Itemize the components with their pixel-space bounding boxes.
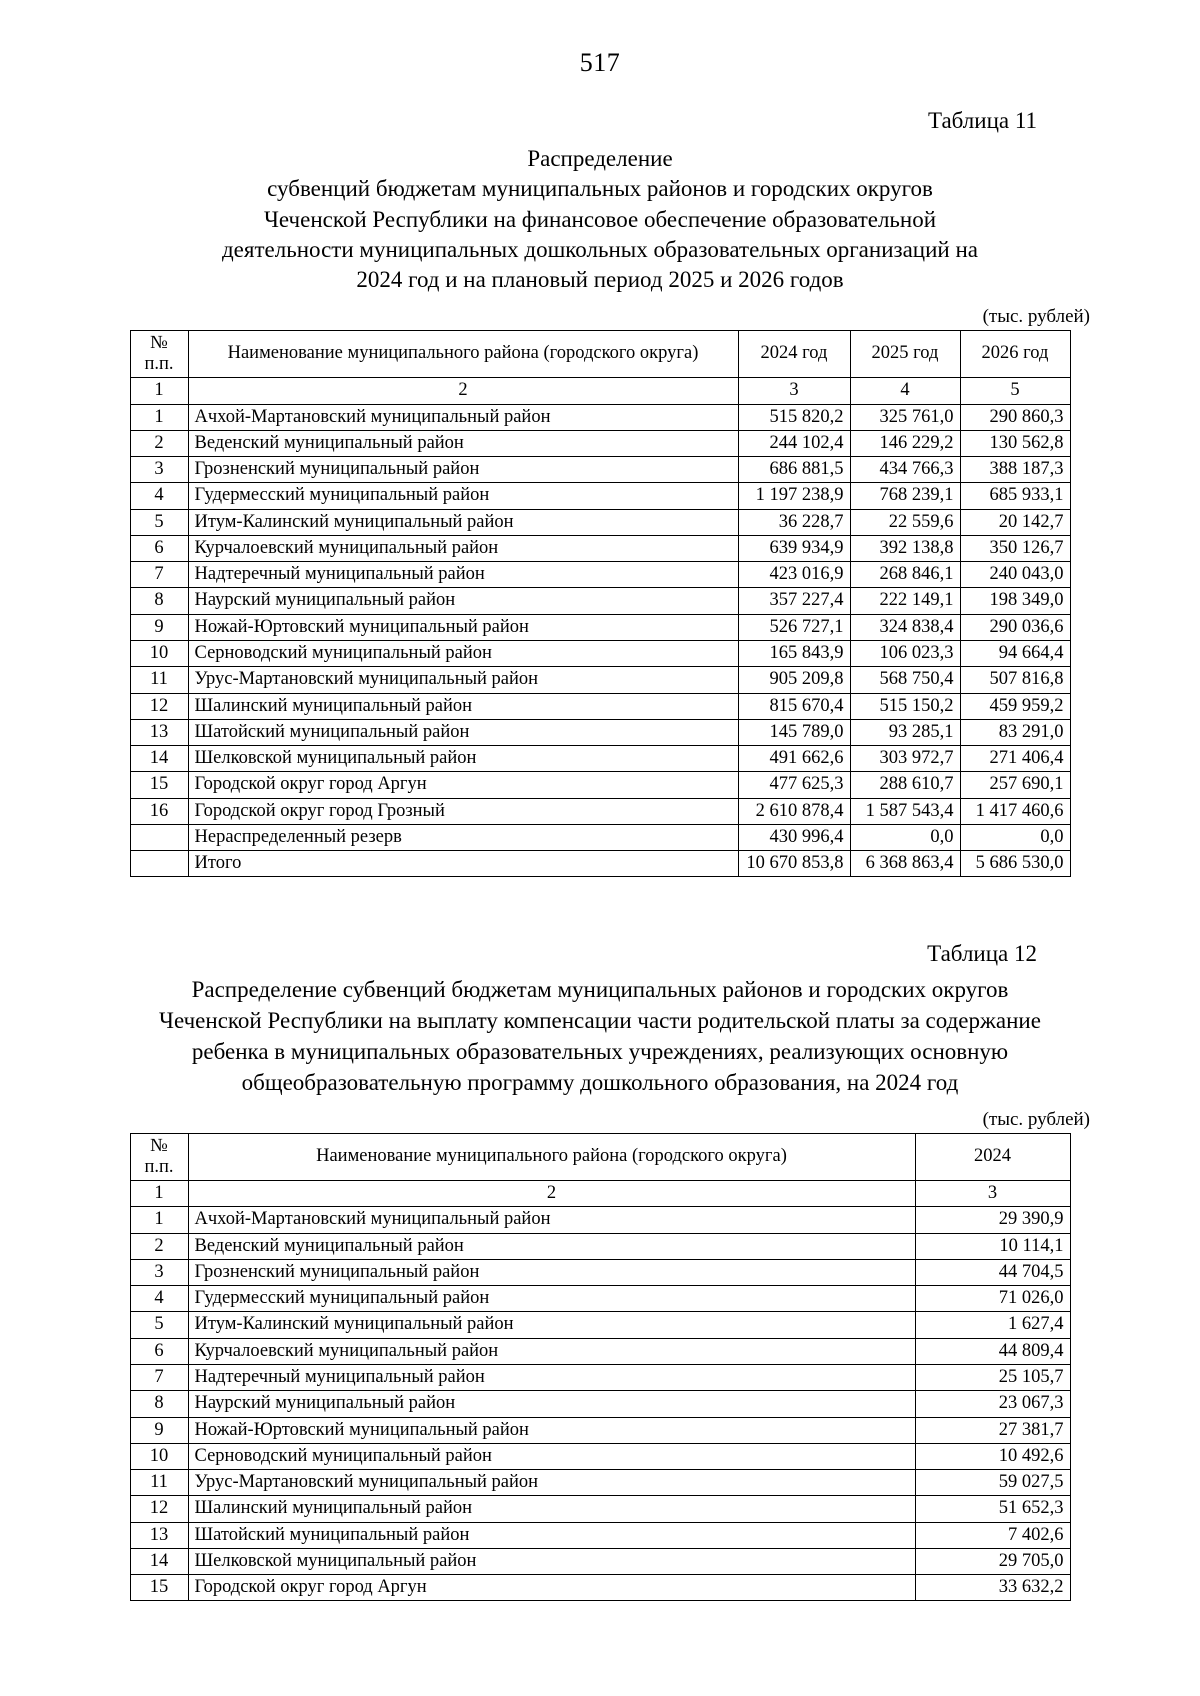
row-2025: 325 761,0 xyxy=(850,404,960,430)
table-row-reserve xyxy=(130,824,1070,850)
row-2024: 477 625,3 xyxy=(738,772,850,798)
row-2026: 388 187,3 xyxy=(960,457,1070,483)
column-number: 3 xyxy=(915,1181,1070,1207)
row-2024: 10 492,6 xyxy=(915,1443,1070,1469)
title-line: округов Чеченской Республики на выплату компенсации части родительской xyxy=(159,977,1009,1034)
table-11 xyxy=(130,330,1071,878)
row-name: Шатойский муниципальный район xyxy=(188,1522,915,1548)
row-2024: 7 402,6 xyxy=(915,1522,1070,1548)
table-row xyxy=(130,1522,1070,1548)
table-12-title xyxy=(150,975,1050,1098)
row-name: Городской округ город Грозный xyxy=(188,798,738,824)
row-np: 12 xyxy=(130,693,188,719)
table-row-total xyxy=(130,851,1070,877)
row-name: Шелковской муниципальный район xyxy=(188,1548,915,1574)
title-line: Распределение xyxy=(527,146,673,171)
row-np: 13 xyxy=(130,1522,188,1548)
row-name: Итум-Калинский муниципальный район xyxy=(188,509,738,535)
row-2025: 515 150,2 xyxy=(850,693,960,719)
table-11-units: (тыс. рублей) xyxy=(982,305,1090,327)
row-np: 8 xyxy=(130,588,188,614)
row-2024: 23 067,3 xyxy=(915,1391,1070,1417)
table-row xyxy=(130,1286,1070,1312)
header-np-line2: п.п. xyxy=(144,354,174,375)
header-np xyxy=(130,330,188,378)
row-np: 10 xyxy=(130,1443,188,1469)
column-number: 2 xyxy=(188,1181,915,1207)
row-np: 1 xyxy=(130,404,188,430)
row-2024: 905 209,8 xyxy=(738,667,850,693)
row-name: Городской округ город Аргун xyxy=(188,772,738,798)
row-name: Шатойский муниципальный район xyxy=(188,719,738,745)
table-row xyxy=(130,483,1070,509)
row-2025: 93 285,1 xyxy=(850,719,960,745)
table-11-label: Таблица 11 xyxy=(927,108,1037,133)
row-2026: 83 291,0 xyxy=(960,719,1070,745)
row-2024: 244 102,4 xyxy=(738,430,850,456)
row-2026: 257 690,1 xyxy=(960,772,1070,798)
row-np: 16 xyxy=(130,798,188,824)
table-12 xyxy=(130,1133,1071,1602)
table-11-header-row xyxy=(130,330,1070,378)
row-2024: 10 114,1 xyxy=(915,1233,1070,1259)
row-2026: 20 142,7 xyxy=(960,509,1070,535)
row-2026: 1 417 460,6 xyxy=(960,798,1070,824)
row-name: Серноводский муниципальный район xyxy=(188,1443,915,1469)
row-2026: 198 349,0 xyxy=(960,588,1070,614)
row-name: Серноводский муниципальный район xyxy=(188,640,738,666)
row-np: 12 xyxy=(130,1496,188,1522)
row-2026: 271 406,4 xyxy=(960,746,1070,772)
row-np: 15 xyxy=(130,1575,188,1601)
row-2025: 106 023,3 xyxy=(850,640,960,666)
header-name: Наименование муниципального района (городского округа) xyxy=(188,330,738,378)
table-row xyxy=(130,640,1070,666)
row-name: Ножай-Юртовский муниципальный район xyxy=(188,614,738,640)
column-number: 3 xyxy=(738,378,850,404)
title-line: Чеченской Республики на финансовое обеспечение образовательной xyxy=(263,206,937,232)
row-2025: 434 766,3 xyxy=(850,457,960,483)
row-2024: 1 627,4 xyxy=(915,1312,1070,1338)
table-row xyxy=(130,667,1070,693)
table-row xyxy=(130,588,1070,614)
row-2024: 33 632,2 xyxy=(915,1575,1070,1601)
row-name: Шалинский муниципальный район xyxy=(188,1496,915,1522)
row-2025: 392 138,8 xyxy=(850,535,960,561)
column-number: 1 xyxy=(130,1181,188,1207)
row-name: Надтеречный муниципальный район xyxy=(188,1365,915,1391)
row-2025: 768 239,1 xyxy=(850,483,960,509)
table-row xyxy=(130,457,1070,483)
table-row xyxy=(130,1496,1070,1522)
row-name: Гудермесский муниципальный район xyxy=(188,483,738,509)
row-2024: 29 390,9 xyxy=(915,1207,1070,1233)
table-row xyxy=(130,772,1070,798)
row-2026: 5 686 530,0 xyxy=(960,851,1070,877)
row-2026: 290 860,3 xyxy=(960,404,1070,430)
row-2025: 303 972,7 xyxy=(850,746,960,772)
table-row xyxy=(130,1391,1070,1417)
row-2025: 1 587 543,4 xyxy=(850,798,960,824)
title-line: платы за содержание ребенка в муниципальных образовательных xyxy=(191,1008,1041,1064)
section-spacer xyxy=(0,877,1200,911)
row-2024: 686 881,5 xyxy=(738,457,850,483)
row-2025: 6 368 863,4 xyxy=(850,851,960,877)
table-row xyxy=(130,430,1070,456)
header-2024: 2024 xyxy=(915,1133,1070,1181)
header-np xyxy=(130,1133,188,1181)
table-12-column-number-row xyxy=(130,1181,1070,1207)
row-np: 10 xyxy=(130,640,188,666)
row-name: Городской округ город Аргун xyxy=(188,1575,915,1601)
row-np xyxy=(130,851,188,877)
row-name: Урус-Мартановский муниципальный район xyxy=(188,1470,915,1496)
table-row xyxy=(130,1338,1070,1364)
row-name: Наурский муниципальный район xyxy=(188,588,738,614)
table-12-header-row xyxy=(130,1133,1070,1181)
header-np-line1: № xyxy=(150,1135,168,1156)
row-np: 4 xyxy=(130,1286,188,1312)
title-line: 2024 год и на плановый период 2025 и 2026 годов xyxy=(356,267,844,293)
row-2025: 268 846,1 xyxy=(850,562,960,588)
row-np: 1 xyxy=(130,1207,188,1233)
table-row xyxy=(130,535,1070,561)
row-np: 5 xyxy=(130,1312,188,1338)
row-np: 15 xyxy=(130,772,188,798)
row-2026: 685 933,1 xyxy=(960,483,1070,509)
row-np: 5 xyxy=(130,509,188,535)
table-row xyxy=(130,693,1070,719)
row-2024: 165 843,9 xyxy=(738,640,850,666)
row-2026: 0,0 xyxy=(960,824,1070,850)
row-2024: 59 027,5 xyxy=(915,1470,1070,1496)
row-2024: 430 996,4 xyxy=(738,824,850,850)
row-2024: 491 662,6 xyxy=(738,746,850,772)
row-np: 6 xyxy=(130,1338,188,1364)
row-name: Итум-Калинский муниципальный район xyxy=(188,1312,915,1338)
row-np: 4 xyxy=(130,483,188,509)
row-2024: 1 197 238,9 xyxy=(738,483,850,509)
title-line: дошкольного образования, на 2024 год xyxy=(580,1069,959,1095)
row-name: Итого xyxy=(188,851,738,877)
row-2024: 71 026,0 xyxy=(915,1286,1070,1312)
row-2024: 2 610 878,4 xyxy=(738,798,850,824)
table-row xyxy=(130,1312,1070,1338)
table-row xyxy=(130,562,1070,588)
header-2026: 2026 год xyxy=(960,330,1070,378)
table-row xyxy=(130,1575,1070,1601)
row-np: 7 xyxy=(130,1365,188,1391)
header-name: Наименование муниципального района (городского округа) xyxy=(188,1133,915,1181)
table-row xyxy=(130,404,1070,430)
row-np: 3 xyxy=(130,1259,188,1285)
row-np: 11 xyxy=(130,1470,188,1496)
table-11-title xyxy=(170,144,1030,296)
row-2025: 568 750,4 xyxy=(850,667,960,693)
row-2026: 290 036,6 xyxy=(960,614,1070,640)
table-12-units: (тыс. рублей) xyxy=(982,1108,1090,1130)
header-np-line1: № xyxy=(150,332,168,353)
row-2025: 22 559,6 xyxy=(850,509,960,535)
row-2024: 25 105,7 xyxy=(915,1365,1070,1391)
row-np: 9 xyxy=(130,614,188,640)
table-row xyxy=(130,614,1070,640)
row-2024: 515 820,2 xyxy=(738,404,850,430)
table-11-body xyxy=(130,404,1070,877)
table-12-label: Таблица 12 xyxy=(927,941,1037,967)
row-np: 9 xyxy=(130,1417,188,1443)
header-2025: 2025 год xyxy=(850,330,960,378)
row-name: Грозненский муниципальный район xyxy=(188,1259,915,1285)
row-2024: 36 228,7 xyxy=(738,509,850,535)
row-2026: 507 816,8 xyxy=(960,667,1070,693)
row-name: Ачхой-Мартановский муниципальный район xyxy=(188,1207,915,1233)
column-number: 5 xyxy=(960,378,1070,404)
row-name: Курчалоевский муниципальный район xyxy=(188,535,738,561)
row-np: 2 xyxy=(130,1233,188,1259)
row-name: Ножай-Юртовский муниципальный район xyxy=(188,1417,915,1443)
title-line: субвенций бюджетам муниципальных районов и городских округов xyxy=(267,176,933,202)
row-2025: 146 229,2 xyxy=(850,430,960,456)
row-2024: 10 670 853,8 xyxy=(738,851,850,877)
row-np: 14 xyxy=(130,1548,188,1574)
row-2024: 27 381,7 xyxy=(915,1417,1070,1443)
table-row xyxy=(130,1259,1070,1285)
table-row xyxy=(130,1233,1070,1259)
row-name: Нераспределенный резерв xyxy=(188,824,738,850)
row-name: Веденский муниципальный район xyxy=(188,430,738,456)
title-line: учреждениях, реализующих основную общеобразовательную программу xyxy=(241,1039,1009,1095)
row-name: Гудермесский муниципальный район xyxy=(188,1286,915,1312)
table-row xyxy=(130,746,1070,772)
row-2026: 130 562,8 xyxy=(960,430,1070,456)
row-2025: 222 149,1 xyxy=(850,588,960,614)
column-number: 4 xyxy=(850,378,960,404)
row-np: 8 xyxy=(130,1391,188,1417)
row-np: 13 xyxy=(130,719,188,745)
row-2024: 357 227,4 xyxy=(738,588,850,614)
table-row xyxy=(130,1207,1070,1233)
table-row xyxy=(130,1548,1070,1574)
table-row xyxy=(130,719,1070,745)
row-2024: 815 670,4 xyxy=(738,693,850,719)
row-name: Урус-Мартановский муниципальный район xyxy=(188,667,738,693)
row-2024: 526 727,1 xyxy=(738,614,850,640)
row-np: 14 xyxy=(130,746,188,772)
title-line: деятельности муниципальных дошкольных образовательных организаций на xyxy=(221,237,978,263)
header-np-line2: п.п. xyxy=(144,1156,174,1177)
table-11-column-number-row xyxy=(130,378,1070,404)
row-name: Ачхой-Мартановский муниципальный район xyxy=(188,404,738,430)
row-name: Наурский муниципальный район xyxy=(188,1391,915,1417)
row-name: Веденский муниципальный район xyxy=(188,1233,915,1259)
table-row xyxy=(130,1443,1070,1469)
row-name: Шалинский муниципальный район xyxy=(188,693,738,719)
row-name: Шелковской муниципальный район xyxy=(188,746,738,772)
row-np: 11 xyxy=(130,667,188,693)
row-2026: 240 043,0 xyxy=(960,562,1070,588)
row-name: Надтеречный муниципальный район xyxy=(188,562,738,588)
row-2025: 288 610,7 xyxy=(850,772,960,798)
row-2025: 0,0 xyxy=(850,824,960,850)
table-row xyxy=(130,1417,1070,1443)
row-2024: 29 705,0 xyxy=(915,1548,1070,1574)
row-2024: 51 652,3 xyxy=(915,1496,1070,1522)
table-12-body xyxy=(130,1207,1070,1601)
row-2024: 639 934,9 xyxy=(738,535,850,561)
row-2024: 44 809,4 xyxy=(915,1338,1070,1364)
column-number: 1 xyxy=(130,378,188,404)
row-2024: 44 704,5 xyxy=(915,1259,1070,1285)
row-2026: 459 959,2 xyxy=(960,693,1070,719)
row-2024: 145 789,0 xyxy=(738,719,850,745)
row-np: 7 xyxy=(130,562,188,588)
row-np: 3 xyxy=(130,457,188,483)
row-2024: 423 016,9 xyxy=(738,562,850,588)
page-number: 517 xyxy=(579,48,621,77)
table-row xyxy=(130,1365,1070,1391)
row-np: 2 xyxy=(130,430,188,456)
table-row xyxy=(130,1470,1070,1496)
row-np: 6 xyxy=(130,535,188,561)
row-name: Курчалоевский муниципальный район xyxy=(188,1338,915,1364)
row-2026: 94 664,4 xyxy=(960,640,1070,666)
header-2024: 2024 год xyxy=(738,330,850,378)
title-line: Распределение субвенций бюджетам муниципальных районов и городских xyxy=(191,977,927,1003)
row-name: Грозненский муниципальный район xyxy=(188,457,738,483)
row-np xyxy=(130,824,188,850)
table-row xyxy=(130,509,1070,535)
row-2025: 324 838,4 xyxy=(850,614,960,640)
row-2026: 350 126,7 xyxy=(960,535,1070,561)
table-row xyxy=(130,798,1070,824)
column-number: 2 xyxy=(188,378,738,404)
